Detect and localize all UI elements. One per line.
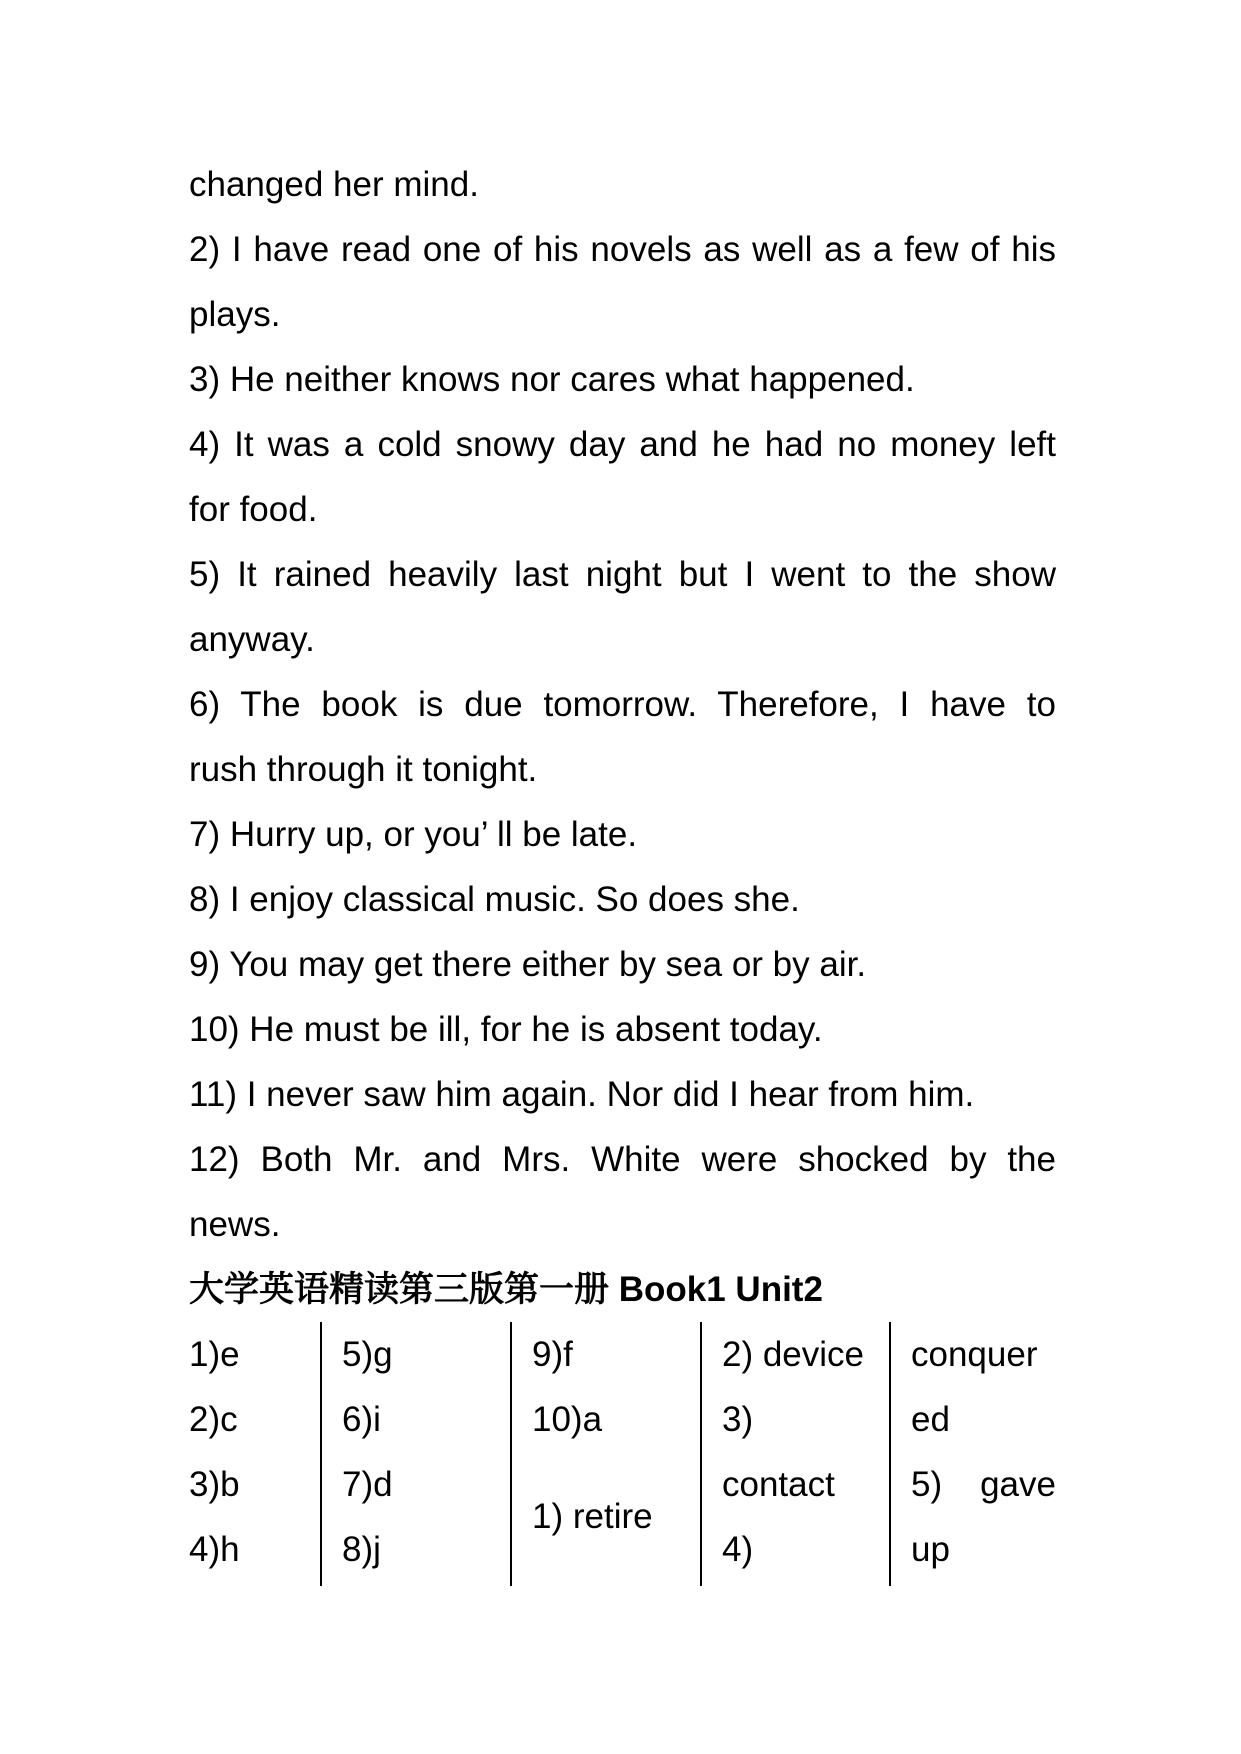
exercise-item [189, 997, 1056, 1062]
exercise-line: 2) I have read one of his novels as well as a few of his [189, 230, 1056, 269]
exercise-line: rush through it tonight. [189, 750, 538, 789]
answer-column-3 [510, 1322, 700, 1586]
exercise-item [189, 932, 1056, 997]
answer-cell: 3)b [189, 1465, 240, 1504]
answer-cell: 10)a [532, 1400, 603, 1439]
answer-cell: 4) [722, 1530, 754, 1569]
answer-cell: 5) gave [911, 1465, 1056, 1504]
exercise-item [189, 1062, 1056, 1127]
answer-column-5 [889, 1322, 1056, 1586]
exercise-line: for food. [189, 490, 318, 529]
answer-cell: 4)h [189, 1530, 240, 1569]
exercise-line: news. [189, 1205, 281, 1244]
exercise-line: 10) He must be ill, for he is absent today. [189, 1010, 823, 1049]
exercise-line: 11) I never saw him again. Nor did I hear from him. [189, 1075, 975, 1114]
answer-cell: conquer [911, 1335, 1038, 1374]
answer-cell: contact [722, 1465, 835, 1504]
answer-cell: ed [911, 1400, 950, 1439]
answer-table [189, 1322, 1056, 1586]
answer-cell: 6)i [342, 1400, 381, 1439]
exercise-line: 7) Hurry up, or you’ ll be late. [189, 815, 638, 854]
answer-cell: 9)f [532, 1335, 573, 1374]
exercise-line: 5) It rained heavily last night but I went to the show [189, 555, 1056, 594]
answer-cell: 5)g [342, 1335, 393, 1374]
exercise-item [189, 542, 1056, 672]
answer-column-1 [189, 1322, 320, 1586]
exercise-line: changed her mind. [189, 165, 479, 204]
answer-cell: 1)e [189, 1335, 240, 1374]
exercise-line: 8) I enjoy classical music. So does she. [189, 880, 800, 919]
section-heading: 大学英语精读第三版第一册 Book1 Unit2 [189, 1270, 823, 1309]
answer-cell: 3) [722, 1400, 754, 1439]
answer-cell: 8)j [342, 1530, 381, 1569]
answer-cell: 2) device [722, 1335, 865, 1374]
exercise-item [189, 1127, 1056, 1257]
answer-cell-merged: 1) retire [532, 1497, 653, 1536]
exercise-item [189, 672, 1056, 802]
exercise-item [189, 347, 1056, 412]
answer-column-2 [320, 1322, 510, 1586]
exercise-line: 9) You may get there either by sea or by air. [189, 945, 867, 984]
exercise-line: plays. [189, 295, 281, 334]
exercise-line: 4) It was a cold snowy day and he had no money left [189, 425, 1056, 464]
answer-cell: up [911, 1530, 950, 1569]
exercise-line: 12) Both Mr. and Mrs. White were shocked by the [189, 1140, 1056, 1179]
exercise-line: anyway. [189, 620, 315, 659]
exercise-item [189, 217, 1056, 347]
exercise-item [189, 867, 1056, 932]
exercise-item [189, 412, 1056, 542]
answer-cell: 2)c [189, 1400, 238, 1439]
exercise-text [189, 152, 1056, 1322]
exercise-line: 3) He neither knows nor cares what happened. [189, 360, 915, 399]
exercise-item [189, 802, 1056, 867]
exercise-line: 6) The book is due tomorrow. Therefore, I have to [189, 685, 1056, 724]
answer-cell: 7)d [342, 1465, 393, 1504]
answer-column-4 [700, 1322, 889, 1586]
